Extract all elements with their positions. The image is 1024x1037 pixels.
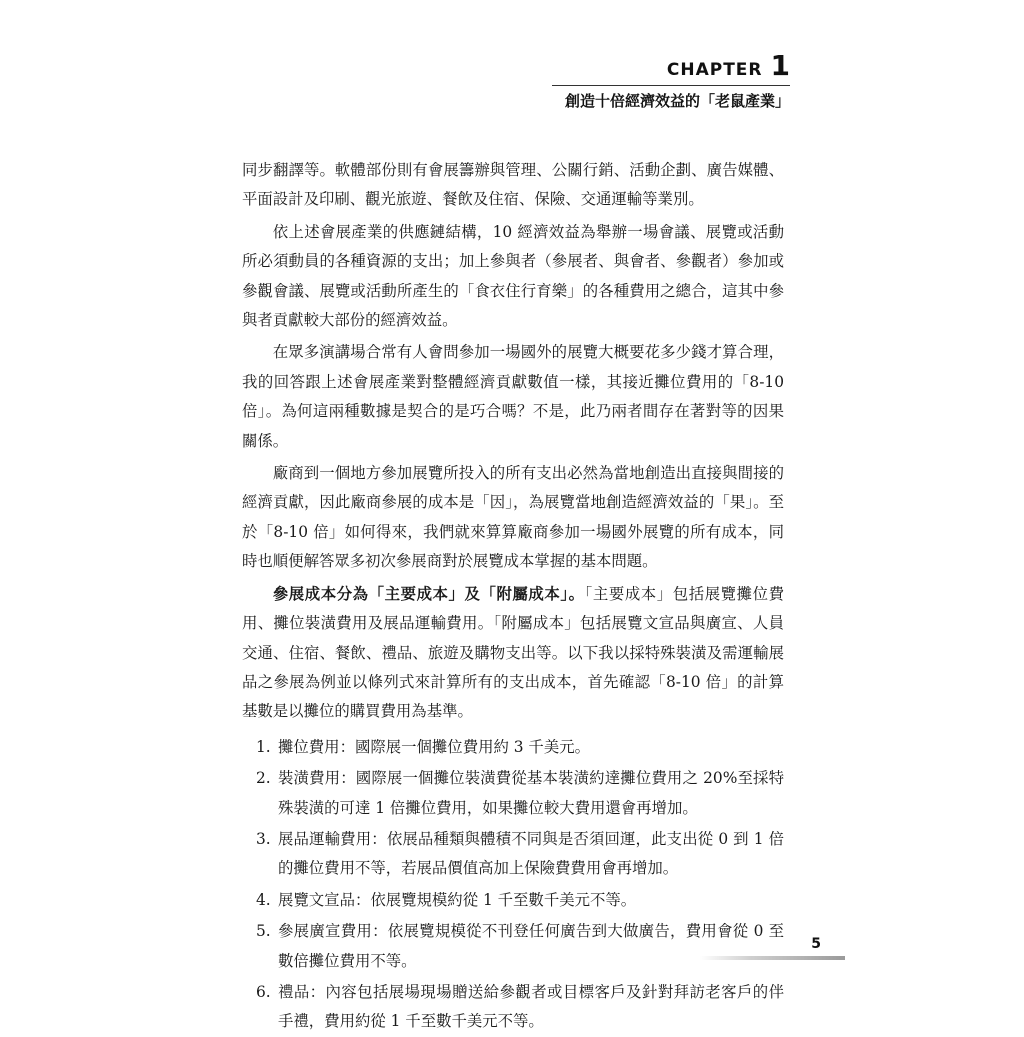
list-item-text: 展品運輸費用：依展品種類與體積不同與是否須回運，此支出從 0 到 1 倍的攤位費用不等，若展品價值高加上保險費費用會再增加。 [278, 829, 784, 878]
cost-definition-emphasis: 參展成本分為「主要成本」及「附屬成本」。 [272, 584, 585, 603]
paragraph-5-text: 「主要成本」包括展覽攤位費用、攤位裝潢費用及展品運輸費用。「附屬成本」包括展覽文宣品與廣宣、人員交通、住宿、餐飲、禮品、旅遊及購物支出等。以下我以採特殊裝潢及需運輸展品之參展為例並以條列式來計算所有的支出成本，首先確認「8-10 倍」的計算基數是以攤位的購買費用為基準。 [242, 584, 784, 721]
list-item [242, 764, 784, 823]
list-item-number: 1. [256, 737, 271, 756]
list-item-number: 2. [256, 769, 271, 788]
list-item-text: 攤位費用：國際展一個攤位費用約 3 千美元。 [278, 737, 590, 756]
page-header [552, 49, 790, 112]
chapter-word: CHAPTER [666, 60, 763, 80]
list-item-number: 6. [256, 982, 271, 1001]
paragraph-4: 廠商到一個地方參加展覽所投入的所有支出必然為當地創造出直接與間接的經濟貢獻，因此廠商參展的成本是「因」，為展覽當地創造經濟效益的「果」。至於「8-10 倍」如何得來，我們就來算算廠商參加一場國外展覽的所有成本，同時也順便解答眾多初次參展商對於展覽成本掌握的基本問題。 [242, 464, 784, 571]
paragraph-5 [242, 580, 784, 727]
list-item [242, 733, 784, 762]
list-item-text: 裝潢費用：國際展一個攤位裝潢費從基本裝潢約達攤位費用之 20%至採特殊裝潢的可達 1 倍攤位費用，如果攤位較大費用還會再增加。 [278, 769, 784, 817]
list-item-text: 參展廣宣費用：依展覽規模從不刊登任何廣告到大做廣告，費用會從 0 至數倍攤位費用不等。 [278, 922, 784, 970]
list-item-number: 3. [256, 829, 271, 848]
list-item-text: 禮品：內容包括展場現場贈送給參觀者或目標客戶及針對拜訪老客戶的伴手禮，費用約從 1 千至數千美元不等。 [278, 982, 784, 1031]
list-item [242, 825, 784, 884]
list-item-text: 展覽文宣品：依展覽規模約從 1 千至數千美元不等。 [278, 890, 637, 909]
page-footer [700, 936, 845, 966]
paragraph-3: 在眾多演講場合常有人會問參加一場國外的展覽大概要花多少錢才算合理，我的回答跟上述會展產業對整體經濟貢獻數值一樣，其接近攤位費用的「8-10倍」。為何這兩種數據是契合的是巧合嗎？不是，此乃兩者間存在著對等的因果關係。 [242, 343, 784, 450]
cost-list [242, 733, 784, 1037]
list-item-number: 4. [256, 890, 271, 909]
header-divider [552, 85, 790, 86]
list-item [242, 886, 784, 915]
paragraph-2: 依上述會展產業的供應鏈結構，10 經濟效益為舉辦一場會議、展覽或活動所必須動員的各種資源的支出；加上參與者（參展者、與會者、參觀者）參加或參觀會議、展覽或活動所產生的「食衣住行育樂」的各種費用之總合，這其中參與者貢獻較大部份的經濟效益。 [242, 222, 784, 330]
chapter-label [666, 49, 790, 82]
chapter-title: 創造十倍經濟效益的「老鼠產業」 [564, 92, 790, 110]
list-item-number: 5. [256, 922, 271, 941]
page-number: 5 [811, 936, 821, 952]
footer-bar [700, 956, 845, 960]
list-item [242, 978, 784, 1037]
chapter-number: 1 [770, 49, 790, 82]
paragraph-1: 同步翻譯等。軟體部份則有會展籌辦與管理、公關行銷、活動企劃、廣告媒體、平面設計及印刷、觀光旅遊、餐飲及住宿、保險、交通運輸等業別。 [242, 161, 784, 209]
page-content [242, 156, 784, 1037]
